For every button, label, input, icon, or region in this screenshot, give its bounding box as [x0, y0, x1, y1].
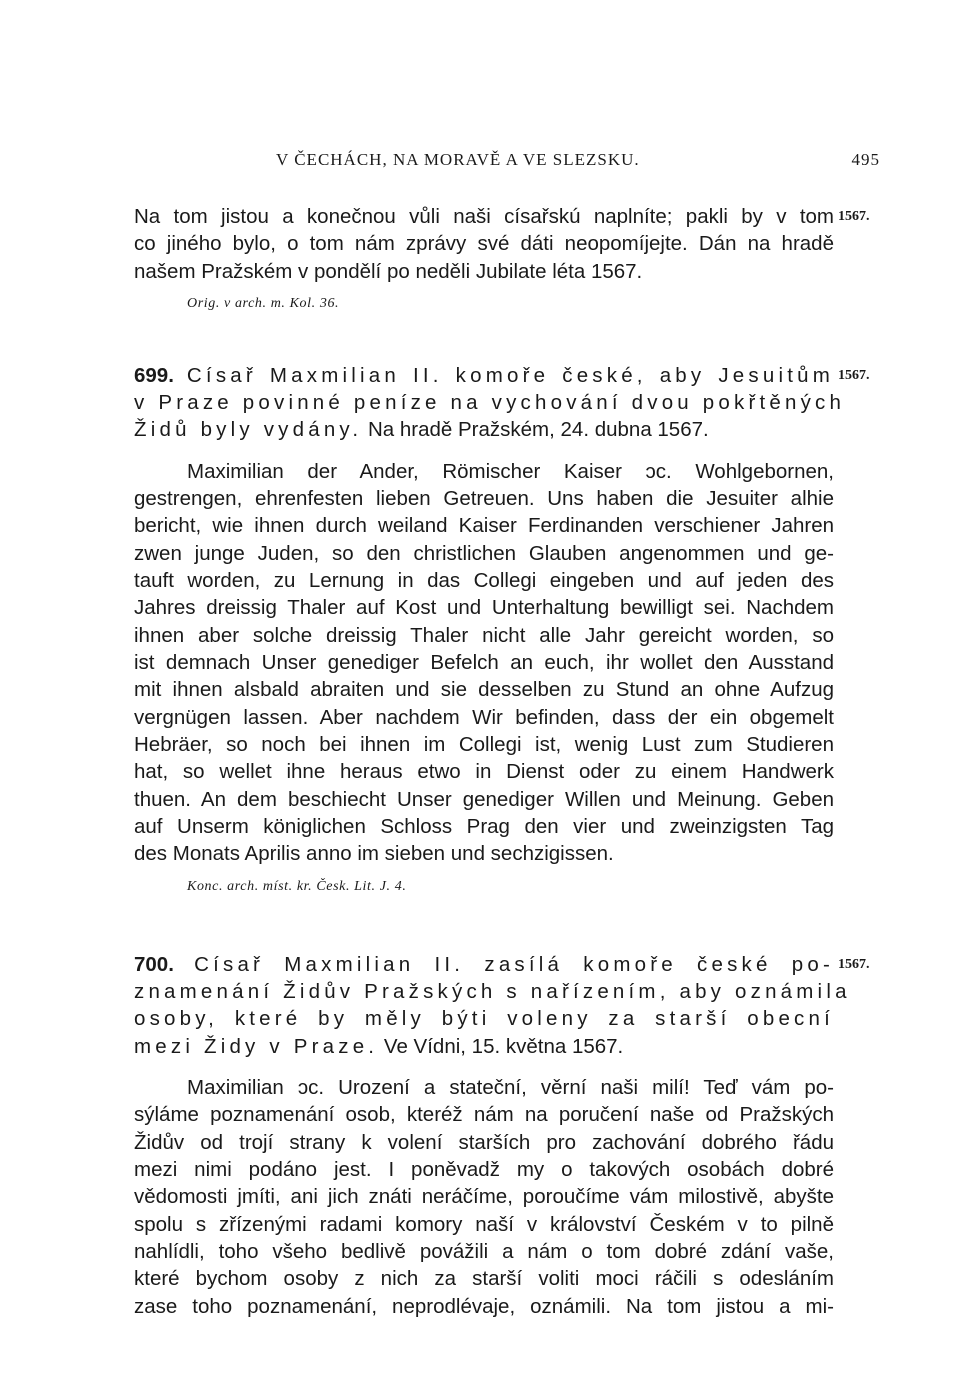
doc-number: 700. [134, 953, 174, 976]
heading-date: Ve Vídni, 15. května 1567. [383, 1035, 624, 1058]
body-line: sýláme poznamenání osob, kteréž nám na poručení naše od Pražských [134, 1103, 834, 1126]
body-line: Židův od trojí strany k volení starších pro zachování dobrého řádu [134, 1131, 834, 1154]
body-line: auf Unserm königlichen Schloss Prag den vier und zweinzigsten Tag [134, 815, 834, 838]
body-line: mezi nimi podáno jest. I poněvadž my o takových osobách dobré [134, 1158, 834, 1181]
body-line: Jahres dreissig Thaler auf Kost und Unterhaltung bewilligt sei. Nachdem [134, 596, 834, 619]
source-note: Orig. v arch. m. Kol. 36. [187, 296, 340, 311]
body-line: mit ihnen alsbald abraiten und sie desselben zu Stund an ohne Aufzug [134, 678, 834, 701]
body-line: Na tom jistou a konečnou vůli naši císařskú naplníte; pakli by v tom [134, 205, 834, 228]
body-line: Maximilian ɔc. Urození a stateční, věrní naši milí! Teď vám po- [187, 1076, 834, 1099]
body-line: ihnen aber solche dreissig Thaler nicht alle Jahr gereicht worden, so [134, 624, 834, 647]
doc-number: 699. [134, 364, 174, 387]
running-title: V ČECHÁCH, NA MORAVĚ A VE SLEZSKU. [276, 150, 640, 169]
body-line: Hebräer, so noch bei ihnen im Collegi ist, wenig Lust zum Studieren [134, 733, 834, 756]
doc-heading: znamenání Židův Pražských s nařízením, aby oznámila [134, 980, 851, 1003]
margin-year: 1567. [838, 957, 870, 972]
body-line: bericht, wie ihnen durch weiland Kaiser Ferdinanden verschiener Jahren [134, 514, 834, 537]
page-number: 495 [851, 150, 880, 169]
body-line: ist demnach Unser genediger Befelch an euch, ihr wollet den Ausstand [134, 651, 834, 674]
body-line: hat, so wellet ihne heraus etwo in Dienst oder zu einem Handwerk [134, 760, 834, 783]
body-line: Maximilian der Ander, Römischer Kaiser ɔc. Wohlgebornen, [187, 460, 834, 483]
body-line: zase toho poznamenání, neprodlévaje, oznámili. Na tom jistou a mi- [134, 1295, 834, 1318]
body-line: thuen. An dem beschiecht Unser genediger Willen und Meinung. Geben [134, 788, 834, 811]
doc-heading [134, 416, 834, 443]
source-note: Konc. arch. míst. kr. Česk. Lit. J. 4. [187, 879, 407, 894]
body-line: spolu s zřízenými radami komory naší v království Českém v to pilně [134, 1213, 834, 1236]
body-line: vědomosti jmíti, ani jich znáti neráčíme, poroučíme vám milostivě, abyšte [134, 1185, 834, 1208]
heading-text: mezi Židy v Praze. [134, 1035, 379, 1058]
body-line: které bychom osoby z nich za starší voliti moci ráčili s odesláním [134, 1267, 834, 1290]
body-line: tauft worden, zu Lernung in das Collegi eingeben und auf jeden des [134, 569, 834, 592]
doc-heading [134, 362, 834, 389]
heading-text: Císař Maxmilian II. komoře české, aby Jesuitům [186, 364, 834, 387]
body-line: gestrengen, ehrenfesten lieben Getreuen. Uns haben die Jesuiter alhie [134, 487, 834, 510]
margin-year: 1567. [838, 209, 870, 224]
doc-heading [134, 951, 834, 978]
doc-heading: v Praze povinné peníze na vychování dvou pokřtěných [134, 391, 846, 414]
doc-heading: osoby, které by měly býti voleny za starší obecní [134, 1007, 834, 1030]
margin-year: 1567. [838, 368, 870, 383]
doc-heading [134, 1033, 834, 1060]
body-line: našem Pražském v pondělí po neděli Jubilate léta 1567. [134, 260, 643, 283]
heading-text: Židů byly vydány. [134, 418, 363, 441]
body-line: des Monats Aprilis anno im sieben und sechzigissen. [134, 842, 614, 865]
body-line: zwen junge Juden, so den christlichen Glauben angenommen und ge- [134, 542, 834, 565]
body-line: vergnügen lassen. Aber nachdem Wir befinden, dass der ein obgemelt [134, 706, 834, 729]
body-line: co jiného bylo, o tom nám zprávy své dáti neopomíjejte. Dán na hradě [134, 232, 834, 255]
heading-text: Císař Maxmilian II. zasílá komoře české po- [194, 953, 834, 976]
body-line: nahlídli, toho všeho bedlivě povážili a nám o tom dobré zdání vaše, [134, 1240, 834, 1263]
page-header [276, 150, 880, 174]
heading-date: Na hradě Pražském, 24. dubna 1567. [367, 418, 709, 441]
